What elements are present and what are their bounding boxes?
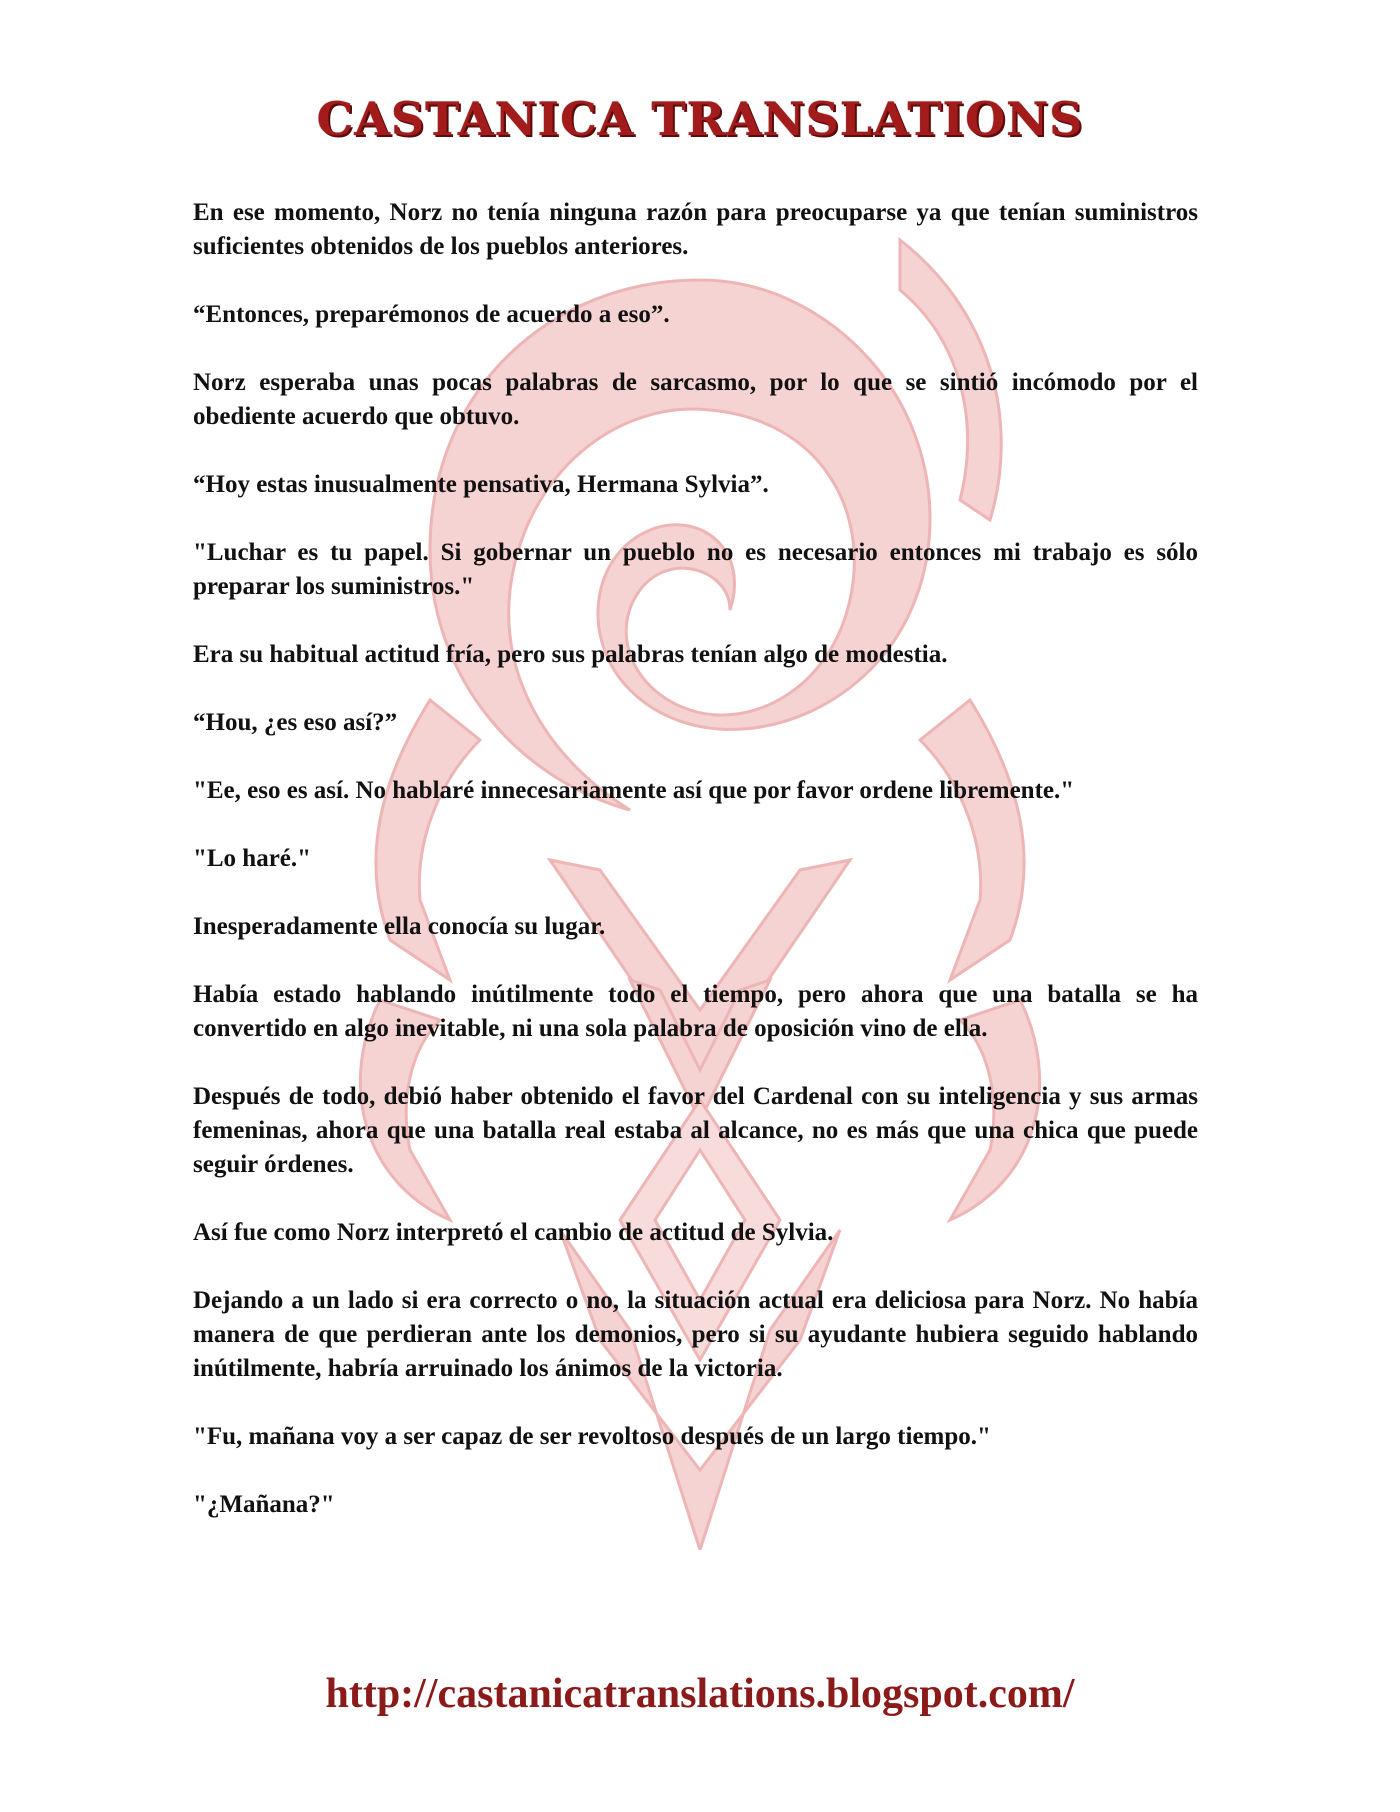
paragraph: Dejando a un lado si era correcto o no, la situación actual era deliciosa para Norz. No había manera de que perdieran ante los demonios, pero si su ayudante hubiera seguido hablando inútilmente, habría arruinado los ánimos de la victoria.: [193, 1287, 1198, 1382]
paragraph: Después de todo, debió haber obtenido el favor del Cardenal con su inteligencia y sus armas femeninas, ahora que una batalla real estaba al alcance, no es más que una chica que puede seguir órdenes.: [193, 1083, 1198, 1178]
paragraph: Era su habitual actitud fría, pero sus palabras tenían algo de modestia.: [193, 641, 948, 668]
paragraph: Había estado hablando inútilmente todo el tiempo, pero ahora que una batalla se ha convertido en algo inevitable, ni una sola palabra de oposición vino de ella.: [193, 981, 1198, 1042]
paragraph: Así fue como Norz interpretó el cambio de actitud de Sylvia.: [193, 1219, 834, 1246]
paragraph: Norz esperaba unas pocas palabras de sarcasmo, por lo que se sintió incómodo por el obediente acuerdo que obtuvo.: [193, 369, 1198, 430]
paragraph: “Hoy estas inusualmente pensativa, Hermana Sylvia”.: [193, 471, 769, 498]
paragraph: "¿Mañana?": [193, 1491, 335, 1518]
paragraph: “Entonces, preparémonos de acuerdo a eso”.: [193, 301, 670, 328]
paragraph: "Lo haré.": [193, 845, 312, 872]
paragraph: "Fu, mañana voy a ser capaz de ser revoltoso después de un largo tiempo.": [193, 1423, 991, 1450]
blog-url-link[interactable]: http://castanicatranslations.blogspot.com/: [325, 1671, 1075, 1717]
site-title: CASTANICA TRANSLATIONS: [316, 92, 1084, 146]
document-body: [193, 196, 1198, 1556]
paragraph: “Hou, ¿es eso así?”: [193, 709, 398, 736]
paragraph: En ese momento, Norz no tenía ninguna razón para preocuparse ya que tenían suministros suficientes obtenidos de los pueblos anteriores.: [193, 199, 1198, 260]
paragraph: Inesperadamente ella conocía su lugar.: [193, 913, 606, 940]
paragraph: "Ee, eso es así. No hablaré innecesariamente así que por favor ordene libremente.": [193, 777, 1075, 804]
paragraph: "Luchar es tu papel. Si gobernar un pueblo no es necesario entonces mi trabajo es sólo preparar los suministros.": [193, 539, 1198, 600]
